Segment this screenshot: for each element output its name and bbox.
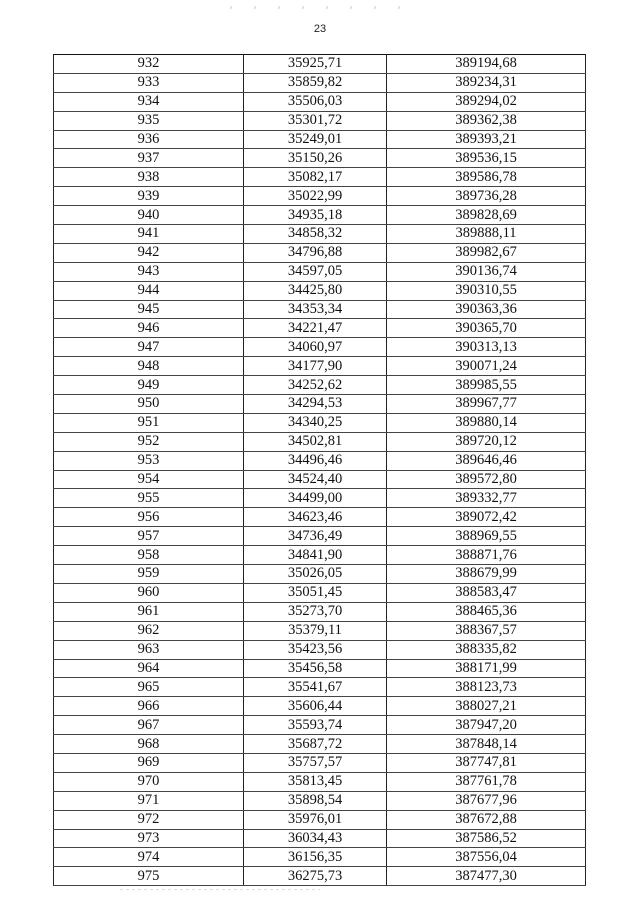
x-coordinate-cell: 34736,49 xyxy=(244,527,387,546)
point-number-cell: 945 xyxy=(54,300,244,319)
x-coordinate-cell: 35082,17 xyxy=(244,168,387,187)
point-number-cell: 956 xyxy=(54,508,244,527)
table-row xyxy=(54,810,586,829)
point-number-cell: 942 xyxy=(54,243,244,262)
x-coordinate-cell: 35541,67 xyxy=(244,678,387,697)
x-coordinate-cell: 36156,35 xyxy=(244,848,387,867)
x-coordinate-cell: 36275,73 xyxy=(244,867,387,886)
x-coordinate-cell: 35022,99 xyxy=(244,187,387,206)
point-number-cell: 965 xyxy=(54,678,244,697)
table-row xyxy=(54,225,586,244)
scan-artifact-top xyxy=(230,6,410,9)
x-coordinate-cell: 35456,58 xyxy=(244,659,387,678)
point-number-cell: 975 xyxy=(54,867,244,886)
table-row xyxy=(54,659,586,678)
x-coordinate-cell: 34221,47 xyxy=(244,319,387,338)
table-row xyxy=(54,735,586,754)
point-number-cell: 955 xyxy=(54,489,244,508)
y-coordinate-cell: 387947,20 xyxy=(387,716,586,735)
point-number-cell: 951 xyxy=(54,413,244,432)
y-coordinate-cell: 387761,78 xyxy=(387,772,586,791)
y-coordinate-cell: 389072,42 xyxy=(387,508,586,527)
point-number-cell: 970 xyxy=(54,772,244,791)
table-row xyxy=(54,791,586,810)
y-coordinate-cell: 389828,69 xyxy=(387,206,586,225)
point-number-cell: 953 xyxy=(54,451,244,470)
point-number-cell: 947 xyxy=(54,338,244,357)
table-row xyxy=(54,338,586,357)
x-coordinate-cell: 34623,46 xyxy=(244,508,387,527)
y-coordinate-cell: 389982,67 xyxy=(387,243,586,262)
table-row xyxy=(54,168,586,187)
point-number-cell: 948 xyxy=(54,357,244,376)
point-number-cell: 958 xyxy=(54,546,244,565)
x-coordinate-cell: 35687,72 xyxy=(244,735,387,754)
table-row xyxy=(54,130,586,149)
table-row xyxy=(54,92,586,111)
y-coordinate-cell: 388465,36 xyxy=(387,602,586,621)
x-coordinate-cell: 34858,32 xyxy=(244,225,387,244)
point-number-cell: 966 xyxy=(54,697,244,716)
table-row xyxy=(54,243,586,262)
y-coordinate-cell: 389332,77 xyxy=(387,489,586,508)
page-number: 23 xyxy=(313,23,327,35)
point-number-cell: 957 xyxy=(54,527,244,546)
x-coordinate-cell: 35506,03 xyxy=(244,92,387,111)
x-coordinate-cell: 35859,82 xyxy=(244,73,387,92)
y-coordinate-cell: 389880,14 xyxy=(387,413,586,432)
x-coordinate-cell: 34177,90 xyxy=(244,357,387,376)
table-row xyxy=(54,867,586,886)
x-coordinate-cell: 34496,46 xyxy=(244,451,387,470)
y-coordinate-cell: 389572,80 xyxy=(387,470,586,489)
table-row xyxy=(54,432,586,451)
table-row xyxy=(54,376,586,395)
table-row xyxy=(54,546,586,565)
y-coordinate-cell: 389294,02 xyxy=(387,92,586,111)
point-number-cell: 937 xyxy=(54,149,244,168)
table-row xyxy=(54,395,586,414)
y-coordinate-cell: 388335,82 xyxy=(387,640,586,659)
x-coordinate-cell: 34252,62 xyxy=(244,376,387,395)
point-number-cell: 974 xyxy=(54,848,244,867)
y-coordinate-cell: 389393,21 xyxy=(387,130,586,149)
table-row xyxy=(54,262,586,281)
point-number-cell: 969 xyxy=(54,753,244,772)
x-coordinate-cell: 35976,01 xyxy=(244,810,387,829)
point-number-cell: 971 xyxy=(54,791,244,810)
table-row xyxy=(54,206,586,225)
x-coordinate-cell: 35051,45 xyxy=(244,583,387,602)
x-coordinate-cell: 35423,56 xyxy=(244,640,387,659)
table-row xyxy=(54,357,586,376)
point-number-cell: 934 xyxy=(54,92,244,111)
table-row xyxy=(54,527,586,546)
x-coordinate-cell: 36034,43 xyxy=(244,829,387,848)
y-coordinate-cell: 389888,11 xyxy=(387,225,586,244)
y-coordinate-cell: 387848,14 xyxy=(387,735,586,754)
table-row xyxy=(54,640,586,659)
point-number-cell: 940 xyxy=(54,206,244,225)
point-number-cell: 936 xyxy=(54,130,244,149)
x-coordinate-cell: 34796,88 xyxy=(244,243,387,262)
coordinates-table xyxy=(53,54,586,886)
table-row xyxy=(54,187,586,206)
x-coordinate-cell: 35150,26 xyxy=(244,149,387,168)
table-row xyxy=(54,753,586,772)
point-number-cell: 941 xyxy=(54,225,244,244)
x-coordinate-cell: 35813,45 xyxy=(244,772,387,791)
x-coordinate-cell: 35273,70 xyxy=(244,602,387,621)
table-row xyxy=(54,413,586,432)
x-coordinate-cell: 35026,05 xyxy=(244,565,387,584)
y-coordinate-cell: 388871,76 xyxy=(387,546,586,565)
scan-artifact-bottom xyxy=(120,889,320,890)
y-coordinate-cell: 390365,70 xyxy=(387,319,586,338)
point-number-cell: 952 xyxy=(54,432,244,451)
point-number-cell: 946 xyxy=(54,319,244,338)
table-row xyxy=(54,583,586,602)
y-coordinate-cell: 387477,30 xyxy=(387,867,586,886)
table-row xyxy=(54,300,586,319)
table-row xyxy=(54,602,586,621)
table-row xyxy=(54,319,586,338)
y-coordinate-cell: 390071,24 xyxy=(387,357,586,376)
x-coordinate-cell: 34502,81 xyxy=(244,432,387,451)
point-number-cell: 935 xyxy=(54,111,244,130)
table-row xyxy=(54,281,586,300)
point-number-cell: 944 xyxy=(54,281,244,300)
point-number-cell: 960 xyxy=(54,583,244,602)
point-number-cell: 959 xyxy=(54,565,244,584)
y-coordinate-cell: 389736,28 xyxy=(387,187,586,206)
y-coordinate-cell: 390313,13 xyxy=(387,338,586,357)
table-row xyxy=(54,111,586,130)
point-number-cell: 964 xyxy=(54,659,244,678)
y-coordinate-cell: 388367,57 xyxy=(387,621,586,640)
point-number-cell: 972 xyxy=(54,810,244,829)
y-coordinate-cell: 387556,04 xyxy=(387,848,586,867)
y-coordinate-cell: 389234,31 xyxy=(387,73,586,92)
y-coordinate-cell: 390363,36 xyxy=(387,300,586,319)
point-number-cell: 938 xyxy=(54,168,244,187)
y-coordinate-cell: 388027,21 xyxy=(387,697,586,716)
table-row xyxy=(54,772,586,791)
table-row xyxy=(54,848,586,867)
y-coordinate-cell: 389720,12 xyxy=(387,432,586,451)
x-coordinate-cell: 34597,05 xyxy=(244,262,387,281)
point-number-cell: 962 xyxy=(54,621,244,640)
x-coordinate-cell: 34935,18 xyxy=(244,206,387,225)
x-coordinate-cell: 35379,11 xyxy=(244,621,387,640)
point-number-cell: 954 xyxy=(54,470,244,489)
coordinates-table-body xyxy=(54,55,586,886)
table-row xyxy=(54,73,586,92)
y-coordinate-cell: 389362,38 xyxy=(387,111,586,130)
point-number-cell: 967 xyxy=(54,716,244,735)
point-number-cell: 939 xyxy=(54,187,244,206)
y-coordinate-cell: 389985,55 xyxy=(387,376,586,395)
x-coordinate-cell: 34340,25 xyxy=(244,413,387,432)
x-coordinate-cell: 34294,53 xyxy=(244,395,387,414)
x-coordinate-cell: 35898,54 xyxy=(244,791,387,810)
x-coordinate-cell: 35606,44 xyxy=(244,697,387,716)
point-number-cell: 973 xyxy=(54,829,244,848)
y-coordinate-cell: 388969,55 xyxy=(387,527,586,546)
x-coordinate-cell: 35757,57 xyxy=(244,753,387,772)
y-coordinate-cell: 388583,47 xyxy=(387,583,586,602)
y-coordinate-cell: 387677,96 xyxy=(387,791,586,810)
point-number-cell: 963 xyxy=(54,640,244,659)
point-number-cell: 961 xyxy=(54,602,244,621)
y-coordinate-cell: 387747,81 xyxy=(387,753,586,772)
point-number-cell: 950 xyxy=(54,395,244,414)
table-row xyxy=(54,678,586,697)
table-row xyxy=(54,829,586,848)
y-coordinate-cell: 390136,74 xyxy=(387,262,586,281)
table-row xyxy=(54,508,586,527)
y-coordinate-cell: 389194,68 xyxy=(387,55,586,74)
x-coordinate-cell: 35249,01 xyxy=(244,130,387,149)
y-coordinate-cell: 387586,52 xyxy=(387,829,586,848)
y-coordinate-cell: 389646,46 xyxy=(387,451,586,470)
table-row xyxy=(54,697,586,716)
table-row xyxy=(54,149,586,168)
y-coordinate-cell: 389967,77 xyxy=(387,395,586,414)
table-row xyxy=(54,621,586,640)
point-number-cell: 949 xyxy=(54,376,244,395)
x-coordinate-cell: 34425,80 xyxy=(244,281,387,300)
point-number-cell: 933 xyxy=(54,73,244,92)
x-coordinate-cell: 34841,90 xyxy=(244,546,387,565)
table-row xyxy=(54,451,586,470)
point-number-cell: 968 xyxy=(54,735,244,754)
point-number-cell: 943 xyxy=(54,262,244,281)
x-coordinate-cell: 34060,97 xyxy=(244,338,387,357)
table-row xyxy=(54,470,586,489)
table-row xyxy=(54,716,586,735)
x-coordinate-cell: 35301,72 xyxy=(244,111,387,130)
x-coordinate-cell: 35925,71 xyxy=(244,55,387,74)
y-coordinate-cell: 387672,88 xyxy=(387,810,586,829)
y-coordinate-cell: 389536,15 xyxy=(387,149,586,168)
x-coordinate-cell: 34524,40 xyxy=(244,470,387,489)
table-row xyxy=(54,55,586,74)
point-number-cell: 932 xyxy=(54,55,244,74)
y-coordinate-cell: 389586,78 xyxy=(387,168,586,187)
table-row xyxy=(54,489,586,508)
y-coordinate-cell: 390310,55 xyxy=(387,281,586,300)
x-coordinate-cell: 35593,74 xyxy=(244,716,387,735)
x-coordinate-cell: 34499,00 xyxy=(244,489,387,508)
table-row xyxy=(54,565,586,584)
y-coordinate-cell: 388679,99 xyxy=(387,565,586,584)
y-coordinate-cell: 388171,99 xyxy=(387,659,586,678)
y-coordinate-cell: 388123,73 xyxy=(387,678,586,697)
x-coordinate-cell: 34353,34 xyxy=(244,300,387,319)
